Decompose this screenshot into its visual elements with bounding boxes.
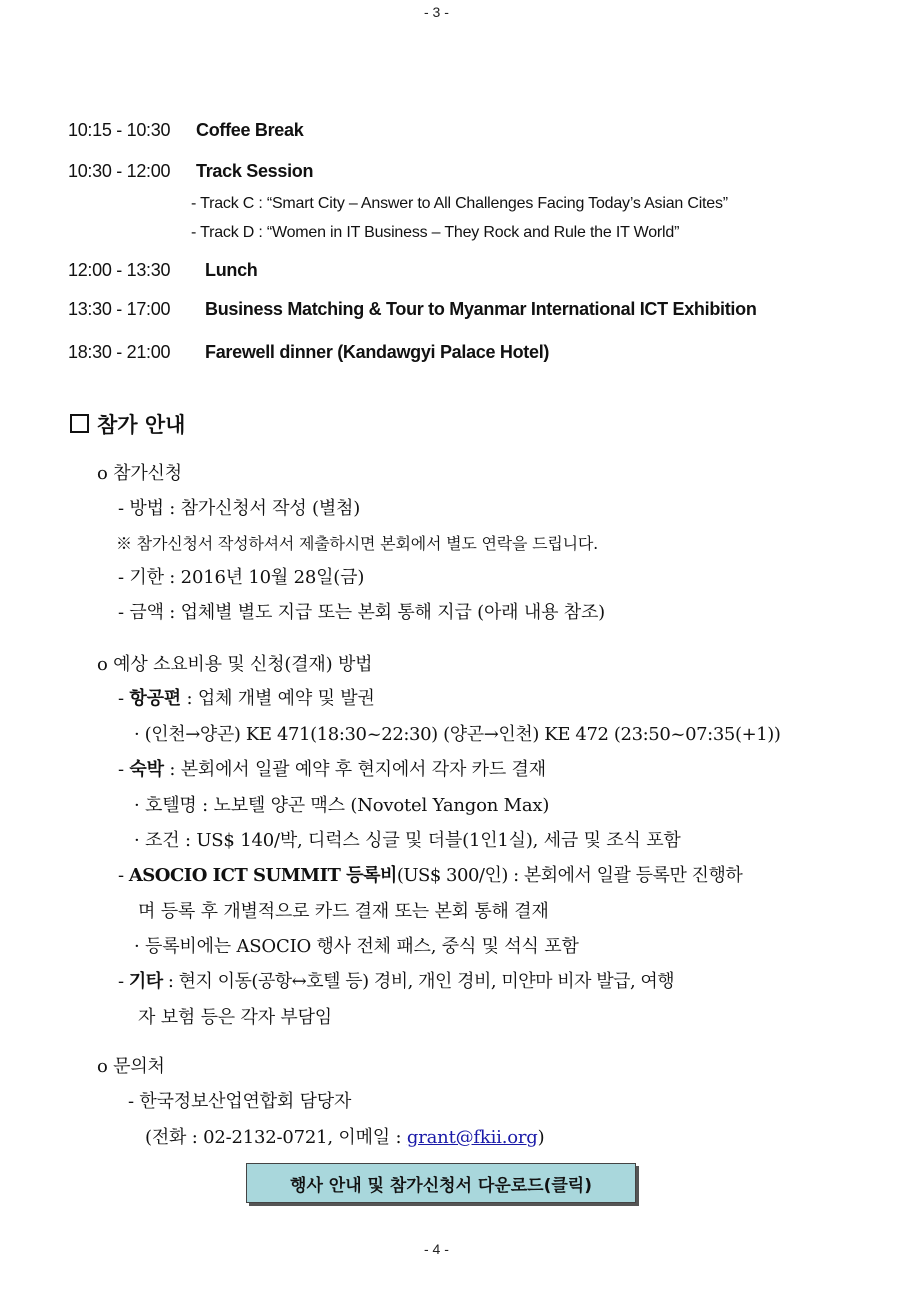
apply-amount: - 금액 : 업체별 별도 지급 또는 본회 통해 지급 (아래 내용 참조) bbox=[118, 602, 605, 623]
contact-bullet: o 문의처 bbox=[97, 1056, 165, 1077]
contact-info bbox=[145, 1123, 544, 1149]
schedule-time: 10:15 - 10:30 bbox=[68, 120, 171, 140]
flight-line bbox=[118, 684, 375, 710]
apply-note: ※ 참가신청서 작성하셔서 제출하시면 본회에서 별도 연락을 드립니다. bbox=[116, 534, 599, 553]
page-number-bottom: - 4 - bbox=[424, 1241, 449, 1257]
schedule-row bbox=[68, 299, 878, 323]
etc-line-2: 자 보험 등은 각자 부담임 bbox=[138, 1007, 332, 1028]
hotel-text: : 본회에서 일괄 예약 후 현지에서 각자 카드 결재 bbox=[163, 759, 546, 780]
etc-line bbox=[118, 967, 674, 993]
flight-label: 항공편 bbox=[129, 688, 181, 709]
contact-suffix: ) bbox=[537, 1127, 545, 1148]
schedule-time: 12:00 - 13:30 bbox=[68, 260, 171, 280]
section-heading bbox=[70, 409, 185, 439]
registration-dash: - bbox=[118, 865, 129, 886]
track-item: - Track D : “Women in IT Business – They Rock and Rule the IT World” bbox=[191, 224, 680, 241]
schedule-title: Track Session bbox=[196, 161, 314, 181]
section-title: 참가 안내 bbox=[97, 413, 186, 437]
schedule-row bbox=[68, 260, 868, 284]
schedule-row bbox=[68, 120, 868, 144]
checkbox-square-icon bbox=[70, 414, 89, 433]
page-number-top: - 3 - bbox=[424, 4, 449, 20]
schedule-time: 18:30 - 21:00 bbox=[68, 342, 171, 362]
contact-phone: (전화 : 02-2132-0721, 이메일 : bbox=[145, 1127, 407, 1148]
contact-org: - 한국정보산업연합회 담당자 bbox=[128, 1091, 352, 1112]
flight-detail: · (인천→양곤) KE 471(18:30~22:30) (양곤→인천) KE 472 (23:50~07:35(+1)) bbox=[134, 724, 781, 745]
schedule-title: Lunch bbox=[205, 260, 258, 280]
schedule-row bbox=[68, 342, 868, 366]
hotel-dash: - bbox=[118, 759, 130, 780]
registration-line bbox=[118, 861, 742, 887]
costs-bullet: o 예상 소요비용 및 신청(결재) 방법 bbox=[97, 654, 373, 675]
apply-method: - 방법 : 참가신청서 작성 (별첨) bbox=[118, 498, 361, 519]
flight-dash: - bbox=[118, 688, 130, 709]
registration-text: (US$ 300/인) : 본회에서 일괄 등록만 진행하 bbox=[396, 865, 743, 886]
schedule-row bbox=[68, 161, 868, 185]
etc-dash: - bbox=[118, 971, 129, 992]
schedule-title: Business Matching & Tour to Myanmar International ICT Exhibition bbox=[205, 299, 757, 319]
track-item: - Track C : “Smart City – Answer to All Challenges Facing Today’s Asian Cites” bbox=[191, 195, 728, 212]
registration-line-2: 며 등록 후 개별적으로 카드 결재 또는 본회 통해 결재 bbox=[138, 901, 549, 922]
etc-text: : 현지 이동(공항↔호텔 등) 경비, 개인 경비, 미얀마 비자 발급, 여행 bbox=[162, 971, 675, 992]
hotel-name: · 호텔명 : 노보텔 양곤 맥스 (Novotel Yangon Max) bbox=[134, 795, 550, 816]
apply-deadline: - 기한 : 2016년 10월 28일(금) bbox=[118, 567, 365, 588]
apply-bullet: o 참가신청 bbox=[97, 463, 182, 484]
schedule-title: Farewell dinner (Kandawgyi Palace Hotel) bbox=[205, 342, 550, 362]
registration-detail: · 등록비에는 ASOCIO 행사 전체 패스, 중식 및 석식 포함 bbox=[134, 936, 579, 957]
schedule-title: Coffee Break bbox=[196, 120, 304, 140]
download-button[interactable]: 행사 안내 및 참가신청서 다운로드(클릭) bbox=[246, 1163, 636, 1203]
registration-label: ASOCIO ICT SUMMIT 등록비 bbox=[128, 865, 397, 886]
email-link[interactable]: grant@fkii.org bbox=[406, 1127, 538, 1148]
flight-text: : 업체 개별 예약 및 발권 bbox=[180, 688, 375, 709]
schedule-time: 10:30 - 12:00 bbox=[68, 161, 171, 181]
etc-label: 기타 bbox=[128, 971, 163, 992]
hotel-label: 숙박 bbox=[129, 759, 164, 780]
schedule-time: 13:30 - 17:00 bbox=[68, 299, 171, 319]
hotel-line bbox=[118, 755, 546, 781]
hotel-condition: · 조건 : US$ 140/박, 디럭스 싱글 및 더블(1인1실), 세금 및 조식 포함 bbox=[134, 830, 681, 851]
